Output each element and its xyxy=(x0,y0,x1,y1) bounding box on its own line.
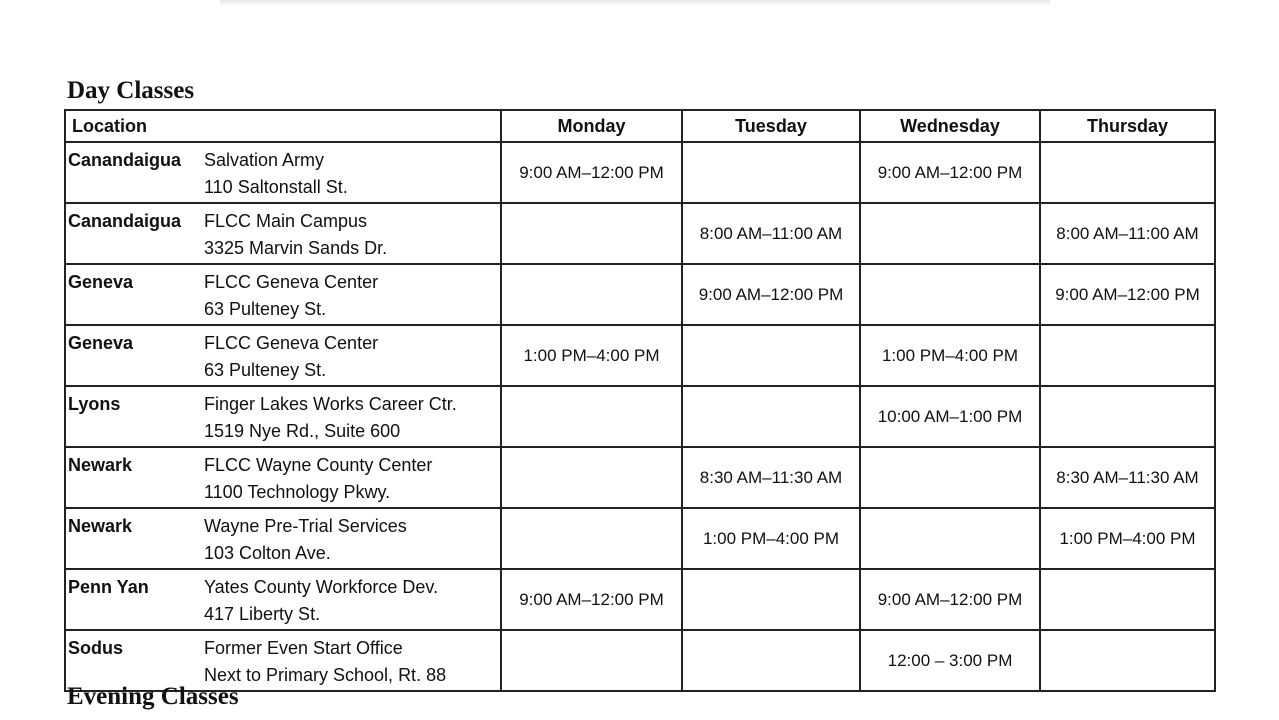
city: Geneva xyxy=(68,333,134,353)
time-monday xyxy=(501,264,682,325)
address-line-1: Wayne Pre-Trial Services xyxy=(204,516,407,536)
time-monday xyxy=(501,630,682,691)
time-thursday xyxy=(1040,325,1215,386)
address-line-2: 103 Colton Ave. xyxy=(204,543,331,563)
city: Geneva xyxy=(68,272,134,292)
time-wednesday: 9:00 AM–12:00 PM xyxy=(860,142,1040,203)
city: Lyons xyxy=(68,394,121,414)
time-wednesday xyxy=(860,264,1040,325)
table-row xyxy=(65,569,1215,630)
address xyxy=(204,635,446,689)
time-wednesday xyxy=(860,203,1040,264)
time-wednesday: 1:00 PM–4:00 PM xyxy=(860,325,1040,386)
location-cell xyxy=(65,203,501,264)
header-monday: Monday xyxy=(501,110,682,142)
address xyxy=(204,574,438,628)
time-wednesday: 10:00 AM–1:00 PM xyxy=(860,386,1040,447)
location-cell xyxy=(65,447,501,508)
city: Penn Yan xyxy=(68,577,149,597)
city: Sodus xyxy=(68,638,124,658)
table-row xyxy=(65,508,1215,569)
address-line-2: 63 Pulteney St. xyxy=(204,299,327,319)
address-line-1: FLCC Geneva Center xyxy=(204,333,379,353)
address-line-2: 63 Pulteney St. xyxy=(204,360,327,380)
table-row xyxy=(65,325,1215,386)
time-tuesday xyxy=(682,386,860,447)
header-location: Location xyxy=(65,110,501,142)
city: Newark xyxy=(68,516,133,536)
address-line-1: Salvation Army xyxy=(204,150,325,170)
time-thursday xyxy=(1040,630,1215,691)
time-tuesday xyxy=(682,142,860,203)
address-line-2: 3325 Marvin Sands Dr. xyxy=(204,238,388,258)
location-cell xyxy=(65,569,501,630)
time-tuesday xyxy=(682,325,860,386)
address-line-2: 110 Saltonstall St. xyxy=(204,177,348,197)
time-tuesday: 1:00 PM–4:00 PM xyxy=(682,508,860,569)
time-wednesday: 9:00 AM–12:00 PM xyxy=(860,569,1040,630)
address-line-2: 1519 Nye Rd., Suite 600 xyxy=(204,421,401,441)
address xyxy=(204,147,348,201)
location-cell xyxy=(65,264,501,325)
address xyxy=(204,452,432,506)
header-thursday: Thursday xyxy=(1040,110,1215,142)
address-line-1: FLCC Geneva Center xyxy=(204,272,379,292)
time-tuesday: 9:00 AM–12:00 PM xyxy=(682,264,860,325)
address-line-1: Finger Lakes Works Career Ctr. xyxy=(204,394,457,414)
address-line-2: 1100 Technology Pkwy. xyxy=(204,482,391,502)
cut-off-title xyxy=(220,0,1050,6)
address xyxy=(204,269,378,323)
time-monday: 1:00 PM–4:00 PM xyxy=(501,325,682,386)
evening-classes-heading: Evening Classes xyxy=(67,683,239,710)
address-line-2: 417 Liberty St. xyxy=(204,604,321,624)
time-wednesday xyxy=(860,447,1040,508)
header-wednesday: Wednesday xyxy=(860,110,1040,142)
table-row xyxy=(65,142,1215,203)
time-monday xyxy=(501,508,682,569)
time-wednesday: 12:00 – 3:00 PM xyxy=(860,630,1040,691)
table-row xyxy=(65,203,1215,264)
time-tuesday: 8:00 AM–11:00 AM xyxy=(682,203,860,264)
time-thursday xyxy=(1040,142,1215,203)
time-thursday xyxy=(1040,386,1215,447)
time-thursday: 8:00 AM–11:00 AM xyxy=(1040,203,1215,264)
location-cell xyxy=(65,630,501,691)
time-thursday: 1:00 PM–4:00 PM xyxy=(1040,508,1215,569)
address-line-2: Next to Primary School, Rt. 88 xyxy=(204,665,447,685)
time-monday xyxy=(501,386,682,447)
time-thursday: 8:30 AM–11:30 AM xyxy=(1040,447,1215,508)
time-monday: 9:00 AM–12:00 PM xyxy=(501,569,682,630)
address-line-1: FLCC Main Campus xyxy=(204,211,368,231)
table-row xyxy=(65,630,1215,691)
time-monday xyxy=(501,203,682,264)
time-thursday: 9:00 AM–12:00 PM xyxy=(1040,264,1215,325)
address xyxy=(204,513,407,567)
address-line-1: FLCC Wayne County Center xyxy=(204,455,433,475)
table-header-row xyxy=(65,110,1215,142)
table-row xyxy=(65,264,1215,325)
city: Canandaigua xyxy=(68,211,182,231)
time-thursday xyxy=(1040,569,1215,630)
address xyxy=(204,330,378,384)
time-monday xyxy=(501,447,682,508)
address-line-1: Former Even Start Office xyxy=(204,638,403,658)
time-monday: 9:00 AM–12:00 PM xyxy=(501,142,682,203)
location-cell xyxy=(65,325,501,386)
city: Canandaigua xyxy=(68,150,182,170)
address xyxy=(204,391,457,445)
location-cell xyxy=(65,386,501,447)
address-line-1: Yates County Workforce Dev. xyxy=(204,577,439,597)
address xyxy=(204,208,387,262)
time-tuesday: 8:30 AM–11:30 AM xyxy=(682,447,860,508)
day-classes-heading: Day Classes xyxy=(67,77,195,104)
city: Newark xyxy=(68,455,133,475)
location-cell xyxy=(65,508,501,569)
time-tuesday xyxy=(682,569,860,630)
time-tuesday xyxy=(682,630,860,691)
header-tuesday: Tuesday xyxy=(682,110,860,142)
table-row xyxy=(65,386,1215,447)
location-cell xyxy=(65,142,501,203)
table-row xyxy=(65,447,1215,508)
day-classes-table xyxy=(64,109,1216,692)
time-wednesday xyxy=(860,508,1040,569)
